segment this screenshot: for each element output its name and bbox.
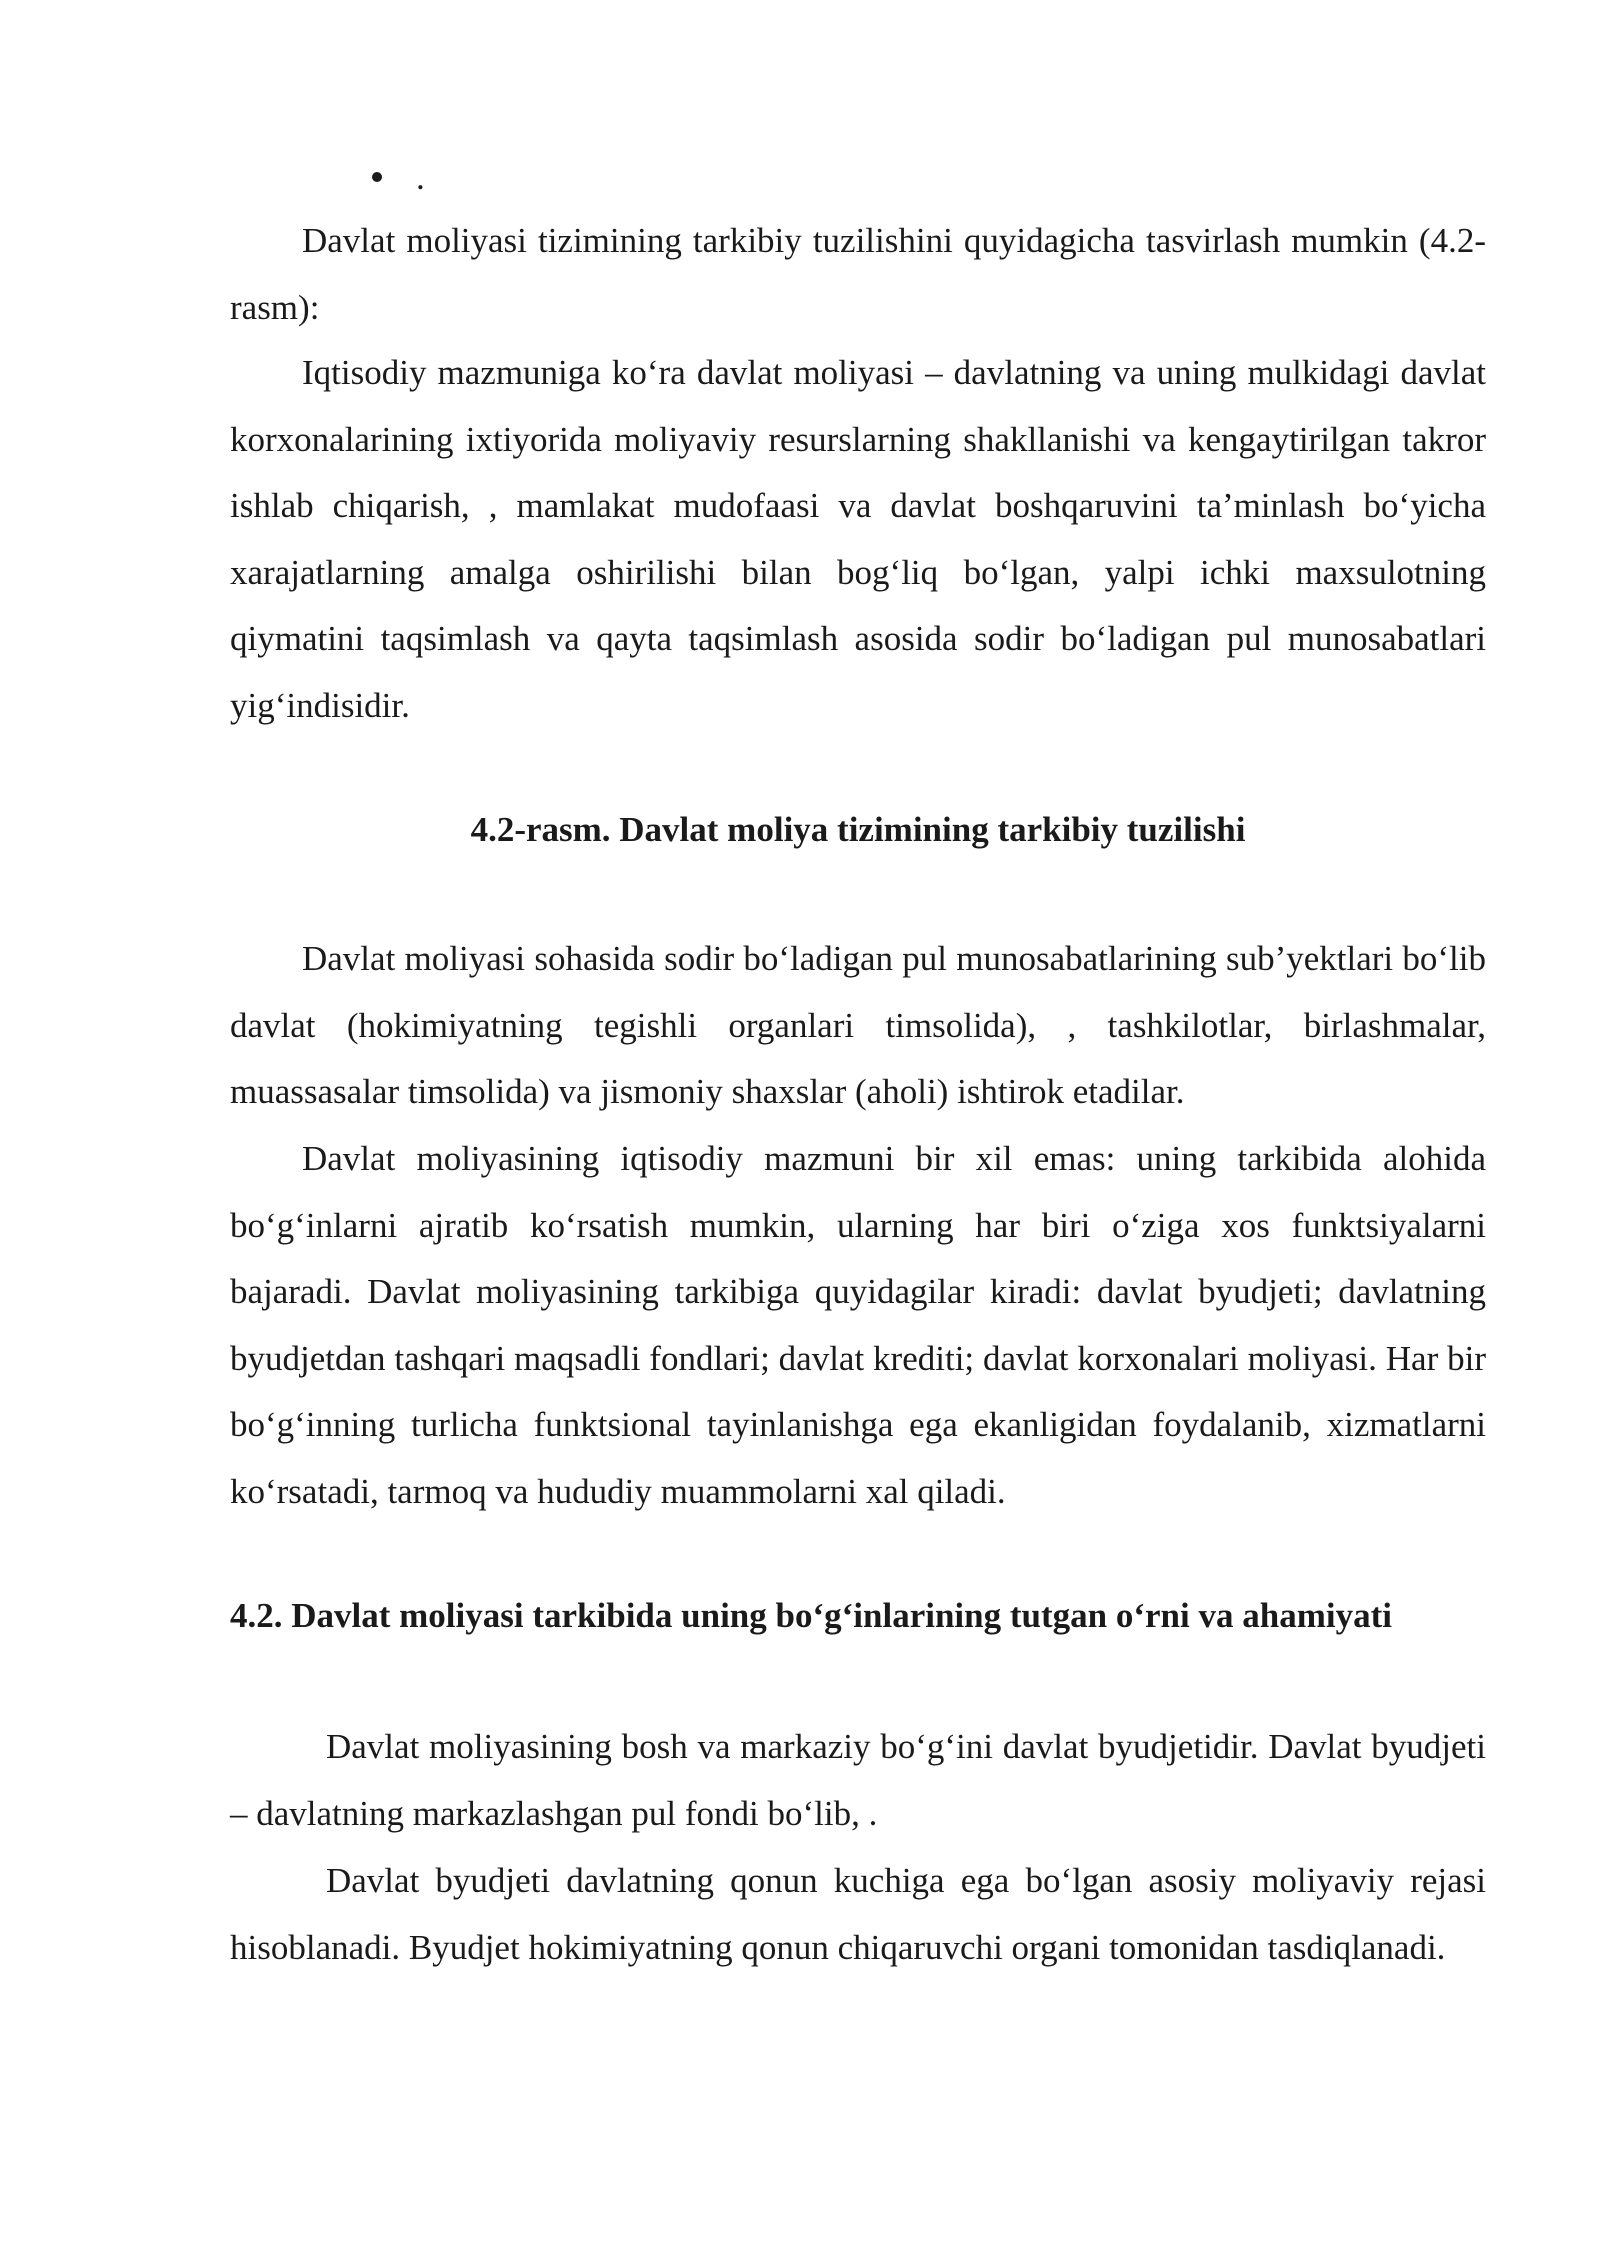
intro-paragraph: Davlat moliyasi tizimining tarkibiy tuzilishini quyidagicha tasvirlash mumkin (4.2-rasm): [230, 221, 1486, 327]
subjects-paragraph: Davlat moliyasi sohasida sodir bo‘ladigan pul munosabatlarining sub’yektlari bo‘lib davlat (hokimiyatning tegishli organlari timsolida), , tashkilotlar, birlashmalar, muassasalar timsolida) va jismoniy shaxslar (aholi) ishtirok etadilar. [230, 939, 1486, 1111]
budget-core-paragraph: Davlat moliyasining bosh va markaziy bo‘g‘ini davlat byudjetidir. Davlat byudjeti – davlatning markazlashgan pul fondi bo‘lib, . [230, 1727, 1486, 1833]
bullet-item [372, 148, 425, 208]
bullet-text: . [416, 158, 425, 197]
definition-paragraph: Iqtisodiy mazmuniga ko‘ra davlat moliyasi – davlatning va uning mulkidagi davlat korxonalarining ixtiyorida moliyaviy resurslarning shakllanishi va kengaytirilgan takror ishlab chiqarish, , mamlakat mudofaasi va davlat boshqaruvini ta’minlash bo‘yicha xarajatlarning amalga oshirilishi bilan bog‘liq bo‘lgan, yalpi ichki maxsulotning qiymatini taqsimlash va qayta taqsimlash asosida sodir bo‘ladigan pul munosabatlari yig‘indisidir. [230, 353, 1486, 725]
bullet-icon [372, 172, 382, 182]
section-heading: 4.2. Davlat moliyasi tarkibida uning bo‘g‘inlarining tutgan o‘rni va ahamiyati [230, 1596, 1392, 1635]
figure-caption: 4.2-rasm. Davlat moliya tizimining tarkibiy tuzilishi [470, 810, 1246, 849]
content-paragraph: Davlat moliyasining iqtisodiy mazmuni bir xil emas: uning tarkibida alohida bo‘g‘inlarni ajratib ko‘rsatish mumkin, ularning har biri o‘ziga xos funktsiyalarni bajaradi. Davlat moliyasining tarkibiga quyidagilar kiradi: davlat byudjeti; davlatning byudjetdan tashqari maqsadli fondlari; davlat krediti; davlat korxonalari moliyasi. Har bir bo‘g‘inning turlicha funktsional tayinlanishga ega ekanligidan foydalanib, xizmatlarni ko‘rsatadi, tarmoq va hududiy muammolarni xal qiladi. [230, 1139, 1486, 1511]
budget-law-paragraph: Davlat byudjeti davlatning qonun kuchiga ega bo‘lgan asosiy moliyaviy rejasi hisoblanadi. Byudjet hokimiyatning qonun chiqaruvchi organi tomonidan tasdiqlanadi. [230, 1861, 1486, 1967]
